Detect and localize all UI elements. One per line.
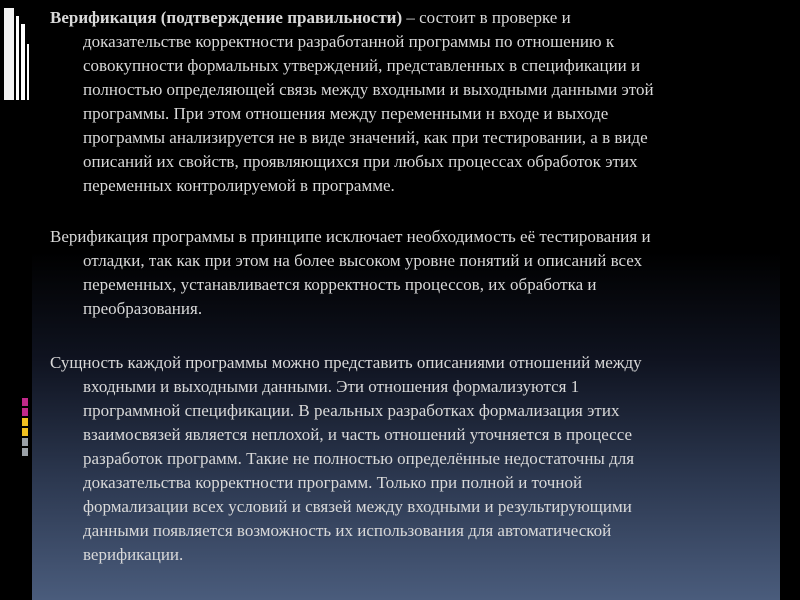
paragraph-line: программы анализируется не в виде значений, как при тестировании, а в виде [83, 128, 648, 147]
accent-bar [22, 438, 28, 446]
decor-block-1 [4, 8, 14, 100]
paragraph-program-essence [50, 351, 790, 567]
paragraph-line-text: – состоит в проверке и [402, 8, 571, 27]
paragraph-line: входными и выходными данными. Эти отношения формализуются 1 [83, 377, 580, 396]
accent-bars [22, 398, 28, 458]
paragraph-verification-definition [50, 6, 790, 198]
paragraph-line: взаимосвязей является неплохой, и часть отношений уточняется в процессе [83, 425, 633, 444]
accent-bar [22, 448, 28, 456]
paragraph-line: Верификация программы в принципе исключает необходимость её тестирования и [50, 227, 651, 246]
paragraph-line: верификации. [83, 545, 184, 564]
decor-line-1 [16, 16, 19, 100]
paragraph-line: полностью определяющей связь между входными и выходными данными этой [83, 80, 654, 99]
paragraph-line [50, 8, 571, 27]
paragraph-line: переменных, устанавливается корректность процессов, их обработка и [83, 275, 597, 294]
paragraph-line: доказательстве корректности разработанной программы по отношению к [83, 32, 615, 51]
paragraph-line: данными появляется возможность их использования для автоматической [83, 521, 612, 540]
term-verification: Верификация (подтверждение правильности) [50, 8, 403, 27]
paragraph-line: разработок программ. Такие не полностью определённые недостаточны для [83, 449, 635, 468]
paragraph-line: преобразования. [83, 299, 203, 318]
slide-content [50, 6, 790, 567]
paragraph-line: программы. При этом отношения между переменными н входе и выходе [83, 104, 609, 123]
paragraph-line: формализации всех условий и связей между входными и результирующими [83, 497, 632, 516]
decor-line-2 [21, 24, 25, 100]
paragraph-line: доказательства корректности программ. Только при полной и точной [83, 473, 583, 492]
paragraph-verification-principle [50, 225, 790, 321]
paragraph-line: Сущность каждой программы можно представить описаниями отношений между [50, 353, 642, 372]
paragraph-line: описаний их свойств, проявляющихся при любых процессах обработок этих [83, 152, 638, 171]
accent-bar [22, 428, 28, 436]
paragraph-line: программной спецификации. В реальных разработках формализация этих [83, 401, 620, 420]
accent-bar [22, 408, 28, 416]
decor-line-3 [27, 44, 29, 100]
paragraph-line: отладки, так как при этом на более высоком уровне понятий и описаний всех [83, 251, 643, 270]
accent-bar [22, 418, 28, 426]
accent-bar [22, 398, 28, 406]
paragraph-line: переменных контролируемой в программе. [83, 176, 395, 195]
paragraph-line: совокупности формальных утверждений, представленных в спецификации и [83, 56, 641, 75]
